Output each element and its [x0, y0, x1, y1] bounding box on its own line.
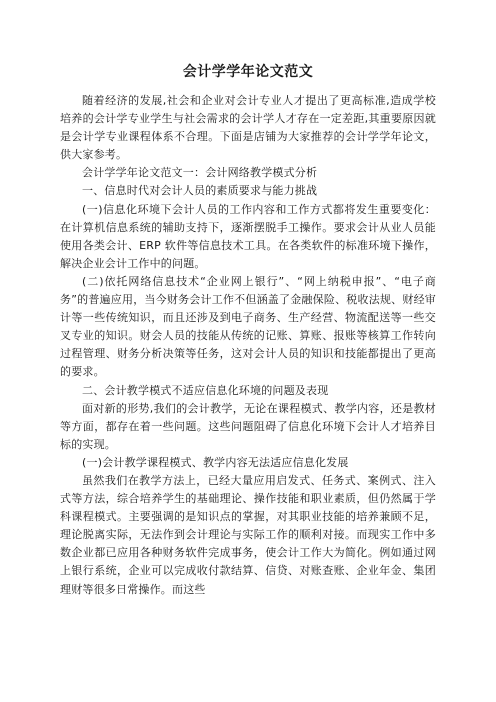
subsection-heading: (一)会计教学课程模式、教学内容无法适应信息化发展 — [82, 455, 349, 469]
document-body — [60, 92, 436, 599]
section-heading: 二、会计教学模式不适应信息化环境的问题及表现 — [82, 383, 329, 397]
paragraph: 随着经济的发展,社会和企业对会计专业人才提出了更高标准,造成学校培养的会计学专业学生与社会需求的会计学人才存在一定差距,其重要原因就是会计学专业课程体系不合理。下面是店铺为大家推荐的会计学学年论文，供大家参考。 — [60, 94, 436, 162]
paragraph: 面对新的形势,我们的会计教学，无论在课程模式、教学内容，还是教材等方面，都存在着一些问题。这些问题阻碍了信息化环境下会计人才培养目标的实现。 — [60, 401, 436, 451]
paragraph: (二)依托网络信息技术“企业网上银行”、“网上纳税申报”、“电子商务”的普遍应用，当今财务会计工作不但涵盖了金融保险、税收法规、财经审计等一些传统知识，而且还涉及到电子商务、生产经营、物流配送等一些交叉专业的知识。财会人员的技能从传统的记账、算账、报账等核算工作转向过程管理、财务分析决策等任务，这对会计人员的知识和技能都提出了更高的要求。 — [60, 274, 436, 379]
paragraph: (一)信息化环境下会计人员的工作内容和工作方式都将发生重要变化：在计算机信息系统的辅助支持下，逐渐摆脱手工操作。要求会计从业人员能使用各类会计、ERP 软件等信息技术工具。在各类软件的标准环境下操作，解决企业会计工作中的问题。 — [60, 202, 436, 270]
paragraph: 会计学学年论文范文一：会计网络教学模式分析 — [82, 166, 318, 180]
document-title: 会计学学年论文范文 — [182, 64, 314, 80]
section-heading: 一、信息时代对会计人员的素质要求与能力挑战 — [82, 184, 318, 198]
paragraph: 虽然我们在教学方法上，已经大量应用启发式、任务式、案例式、注入式等方法，综合培养学生的基础理论、操作技能和职业素质，但仍然属于学科课程模式。主要强调的是知识点的掌握，对其职业技能的培养兼顾不足，理论脱离实际，无法作到会计理论与实际工作的顺利对接。而现实工作中多数企业都已应用各种财务软件完成事务，使会计工作大为简化。例如通过网上银行系统，企业可以完成收付款结算、信贷、对账查账、企业年金、集团理财等很多日常操作。而这些 — [60, 473, 436, 596]
